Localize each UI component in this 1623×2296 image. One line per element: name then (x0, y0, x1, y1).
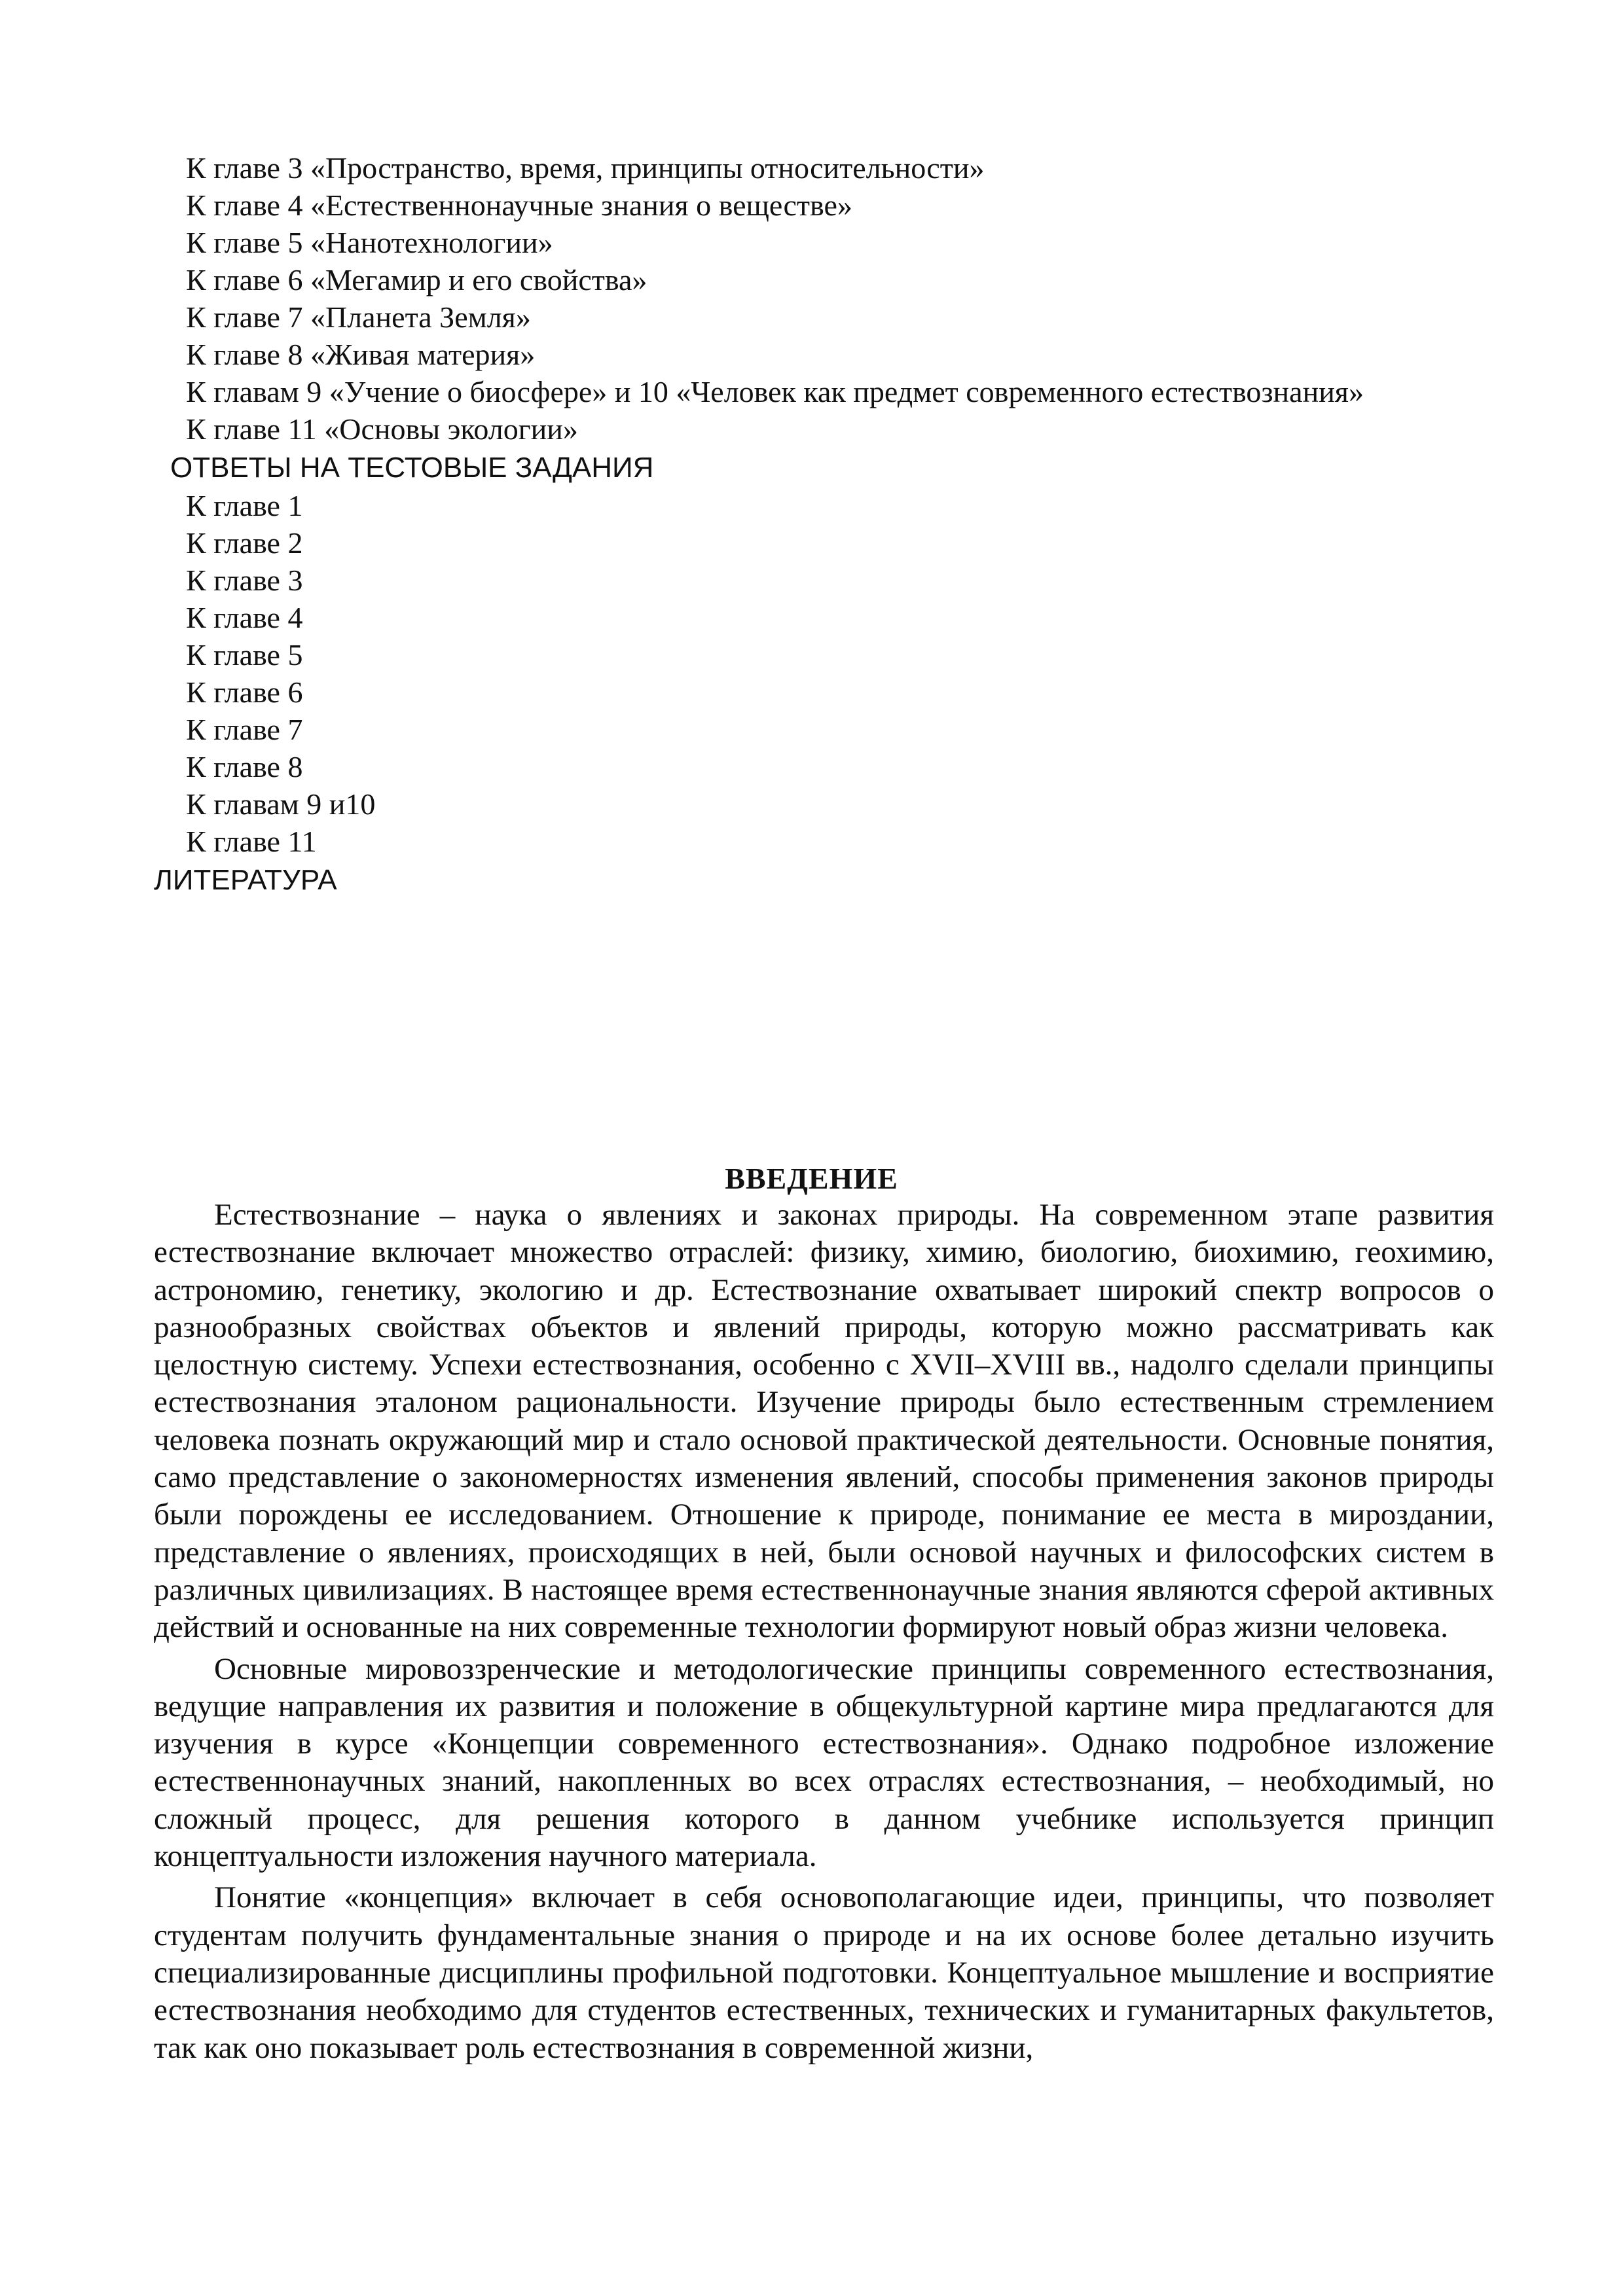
toc-entry-chapter-11: К главе 11 «Основы экологии» (186, 412, 578, 446)
toc-entry-tests-chapter-8: К главе 8 (186, 750, 303, 783)
toc-entry-chapter-4: К главе 4 «Естественнонаучные знания о веществе» (186, 188, 852, 222)
introduction-paragraph: Основные мировоззренческие и методологические принципы современного естествознания, ведущие направления их развития и положение в общекультурной картине мира предлагаются для изучения в курсе «Концепции современного естествознания». Однако подробное изложение естественнонаучных знаний, накопленных во всех отраслях естествознания, – необходимый, но сложный процесс, для решения которого в данном учебнике используется принцип концептуальности изложения научного материала. (154, 1651, 1494, 1874)
toc-entry-chapters-9-10: К главам 9 «Учение о биосфере» и 10 «Человек как предмет современного естествознания» (186, 375, 1364, 408)
toc-entry-chapter-5: К главе 5 «Нанотехнологии» (186, 226, 553, 259)
toc-heading-test-answers: ОТВЕТЫ НА ТЕСТОВЫЕ ЗАДАНИЯ (170, 452, 654, 484)
toc-entry-chapter-8: К главе 8 «Живая материя» (186, 338, 536, 371)
introduction-title: ВВЕДЕНИЕ (725, 1162, 898, 1195)
toc-entry-tests-chapter-2: К главе 2 (186, 526, 303, 560)
toc-entry-tests-chapter-1: К главе 1 (186, 489, 303, 522)
toc-entry-tests-chapter-4: К главе 4 (186, 601, 303, 634)
toc-heading-literature: ЛИТЕРАТУРА (154, 864, 337, 896)
toc-entry-tests-chapter-3: К главе 3 (186, 564, 303, 597)
toc-entry-tests-chapter-5: К главе 5 (186, 638, 303, 672)
toc-entry-chapter-3: К главе 3 «Пространство, время, принципы относительности» (186, 151, 985, 185)
introduction-paragraph: Понятие «концепция» включает в себя основополагающие идеи, принципы, что позволяет студентам получить фундаментальные знания о природе и на их основе более детально изучить специализированные дисциплины профильной подготовки. Концептуальное мышление и восприятие естествознания необходимо для студентов естественных, технических и гуманитарных факультетов, так как оно показывает роль естествознания в современной жизни, (154, 1880, 1494, 2065)
toc-entry-tests-chapter-7: К главе 7 (186, 713, 303, 746)
introduction-body (154, 1196, 1494, 2067)
toc-entry-chapter-6: К главе 6 «Мегамир и его свойства» (186, 263, 647, 296)
toc-entry-tests-chapter-11: К главе 11 (186, 825, 317, 858)
introduction-paragraph: Естествознание – наука о явлениях и законах природы. На современном этапе развития естествознание включает множество отраслей: физику, химию, биологию, биохимию, геохимию, астрономию, генетику, экологию и др. Естествознание охватывает широкий спектр вопросов о разнообразных свойствах объектов и явлений природы, которую можно рассматривать как целостную систему. Успехи естествознания, особенно с XVII–XVIII вв., надолго сделали принципы естествознания эталоном рациональности. Изучение природы было естественным стремлением человека познать окружающий мир и стало основой практической деятельности. Основные понятия, само представление о закономерностях изменения явлений, способы применения законов природы были порождены ее исследованием. Отношение к природе, понимание ее места в мироздании, представление о явлениях, происходящих в ней, были основой научных и философских систем в различных цивилизациях. В настоящее время естественнонаучные знания являются сферой активных действий и основанные на них современные технологии формируют новый образ жизни человека. (154, 1198, 1494, 1645)
toc-entry-chapter-7: К главе 7 «Планета Земля» (186, 300, 531, 334)
toc-entry-tests-chapters-9-10: К главам 9 и10 (186, 787, 376, 821)
toc-entry-tests-chapter-6: К главе 6 (186, 675, 303, 709)
